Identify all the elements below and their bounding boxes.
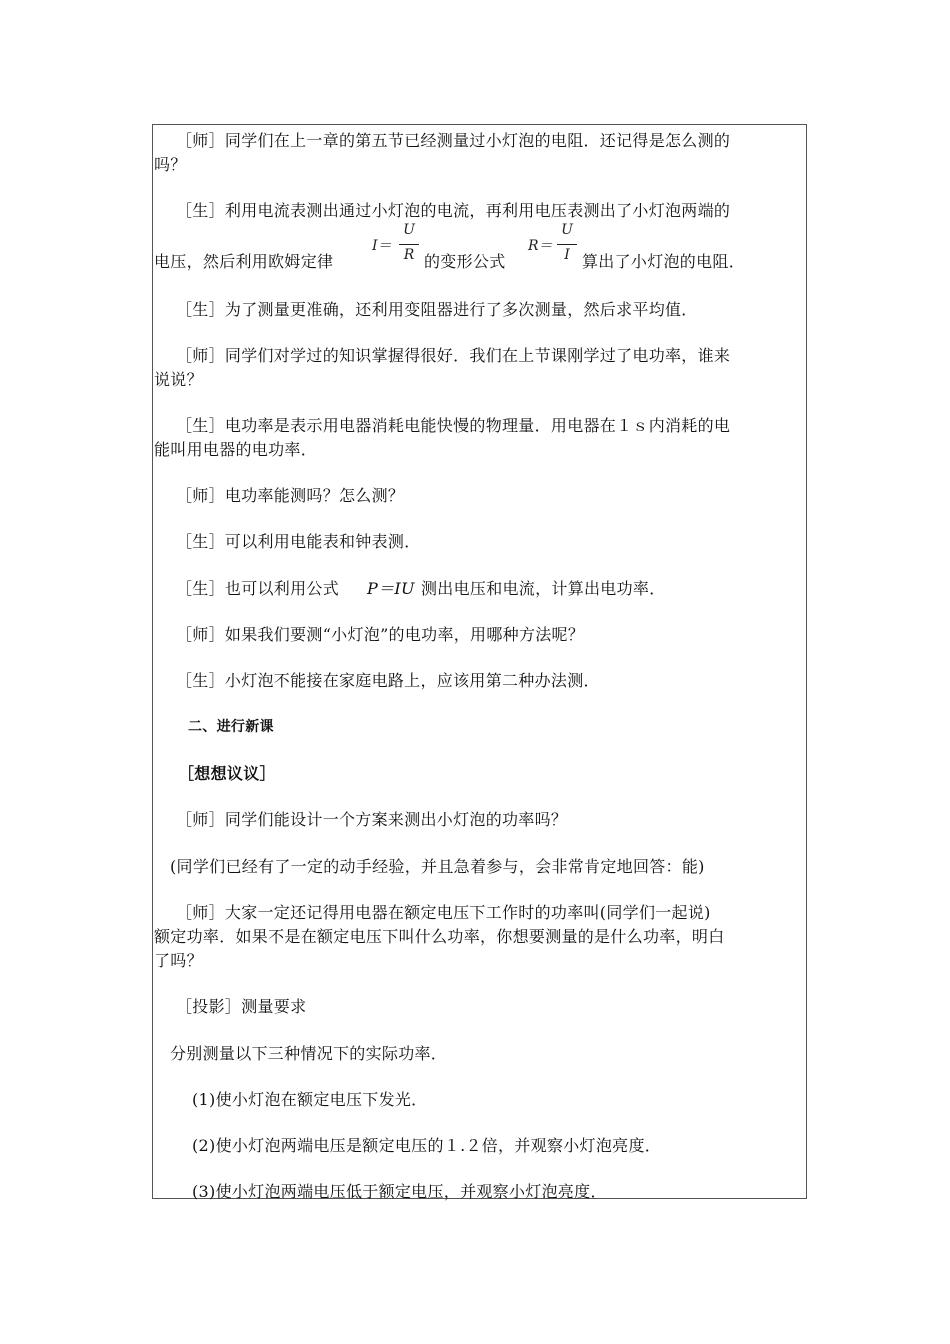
resistance-formula bbox=[528, 222, 578, 272]
formula-numerator: U bbox=[403, 222, 415, 238]
content-table-cell bbox=[152, 124, 807, 1199]
formula-lhs: R＝ bbox=[528, 238, 553, 254]
formula-lhs: I＝ bbox=[372, 238, 392, 254]
text-line: ［生］可以利用电能表和钟表测． bbox=[176, 532, 421, 551]
fraction-bar bbox=[399, 244, 419, 245]
text-line: ［投影］测量要求 bbox=[176, 997, 307, 1016]
ohm-law-formula bbox=[372, 222, 422, 272]
formula-denominator: I bbox=[564, 247, 570, 263]
fraction-bar bbox=[557, 244, 577, 245]
formula-numerator: U bbox=[561, 222, 573, 238]
section-heading: 二、进行新课 bbox=[188, 719, 274, 735]
text-line: 能叫用电器的电功率． bbox=[154, 440, 318, 459]
text-line: 吗？ bbox=[154, 155, 187, 174]
text-line: 说说？ bbox=[154, 370, 203, 389]
text-line: ［师］同学们对学过的知识掌握得很好．我们在上节课刚学过了电功率，谁来 bbox=[176, 346, 731, 365]
text-line: ［师］同学们在上一章的第五节已经测量过小灯泡的电阻．还记得是怎么测的 bbox=[176, 131, 731, 150]
text-line: ［师］同学们能设计一个方案来测出小灯泡的功率吗？ bbox=[176, 810, 568, 829]
list-item: (3)使小灯泡两端电压低于额定电压，并观察小灯泡亮度． bbox=[192, 1182, 607, 1201]
text-line: (同学们已经有了一定的动手经验，并且急着参与，会非常肯定地回答：能) bbox=[170, 857, 705, 876]
text-line: 算出了小灯泡的电阻． bbox=[582, 252, 746, 271]
list-item: (1)使小灯泡在额定电压下发光． bbox=[192, 1090, 428, 1109]
text-line: 分别测量以下三种情况下的实际功率． bbox=[170, 1044, 448, 1063]
text-line: ［生］小灯泡不能接在家庭电路上，应该用第二种办法测． bbox=[176, 671, 600, 690]
text-line: ［生］电功率是表示用电器消耗电能快慢的物理量．用电器在１ｓ内消耗的电 bbox=[176, 416, 731, 435]
subsection-heading: ［想想议议］ bbox=[178, 764, 276, 783]
text-line: ［师］如果我们要测“小灯泡”的电功率，用哪种方法呢？ bbox=[176, 625, 585, 644]
formula-denominator: R bbox=[403, 247, 415, 263]
text-line: ［生］为了测量更准确，还利用变阻器进行了多次测量，然后求平均值． bbox=[176, 300, 698, 319]
power-formula: P＝IU bbox=[367, 579, 415, 598]
text-line: ［生］利用电流表测出通过小灯泡的电流，再利用电压表测出了小灯泡两端的 bbox=[176, 201, 731, 220]
text-line: ［师］电功率能测吗？怎么测？ bbox=[176, 486, 405, 505]
list-item: (2)使小灯泡两端电压是额定电压的１.２倍，并观察小灯泡亮度． bbox=[192, 1136, 662, 1155]
text-line: 额定功率．如果不是在额定电压下叫什么功率，你想要测量的是什么功率，明白 bbox=[154, 927, 725, 946]
text-line: ［师］大家一定还记得用电器在额定电压下工作时的功率叫(同学们一起说) bbox=[176, 903, 711, 922]
text-line: ［生］也可以利用公式 bbox=[176, 579, 340, 598]
text-line: 电压，然后利用欧姆定律 bbox=[154, 252, 334, 271]
text-line: 测出电压和电流，计算出电功率． bbox=[421, 579, 666, 598]
text-line: 的变形公式 bbox=[424, 252, 506, 271]
text-line: 了吗？ bbox=[154, 951, 203, 970]
